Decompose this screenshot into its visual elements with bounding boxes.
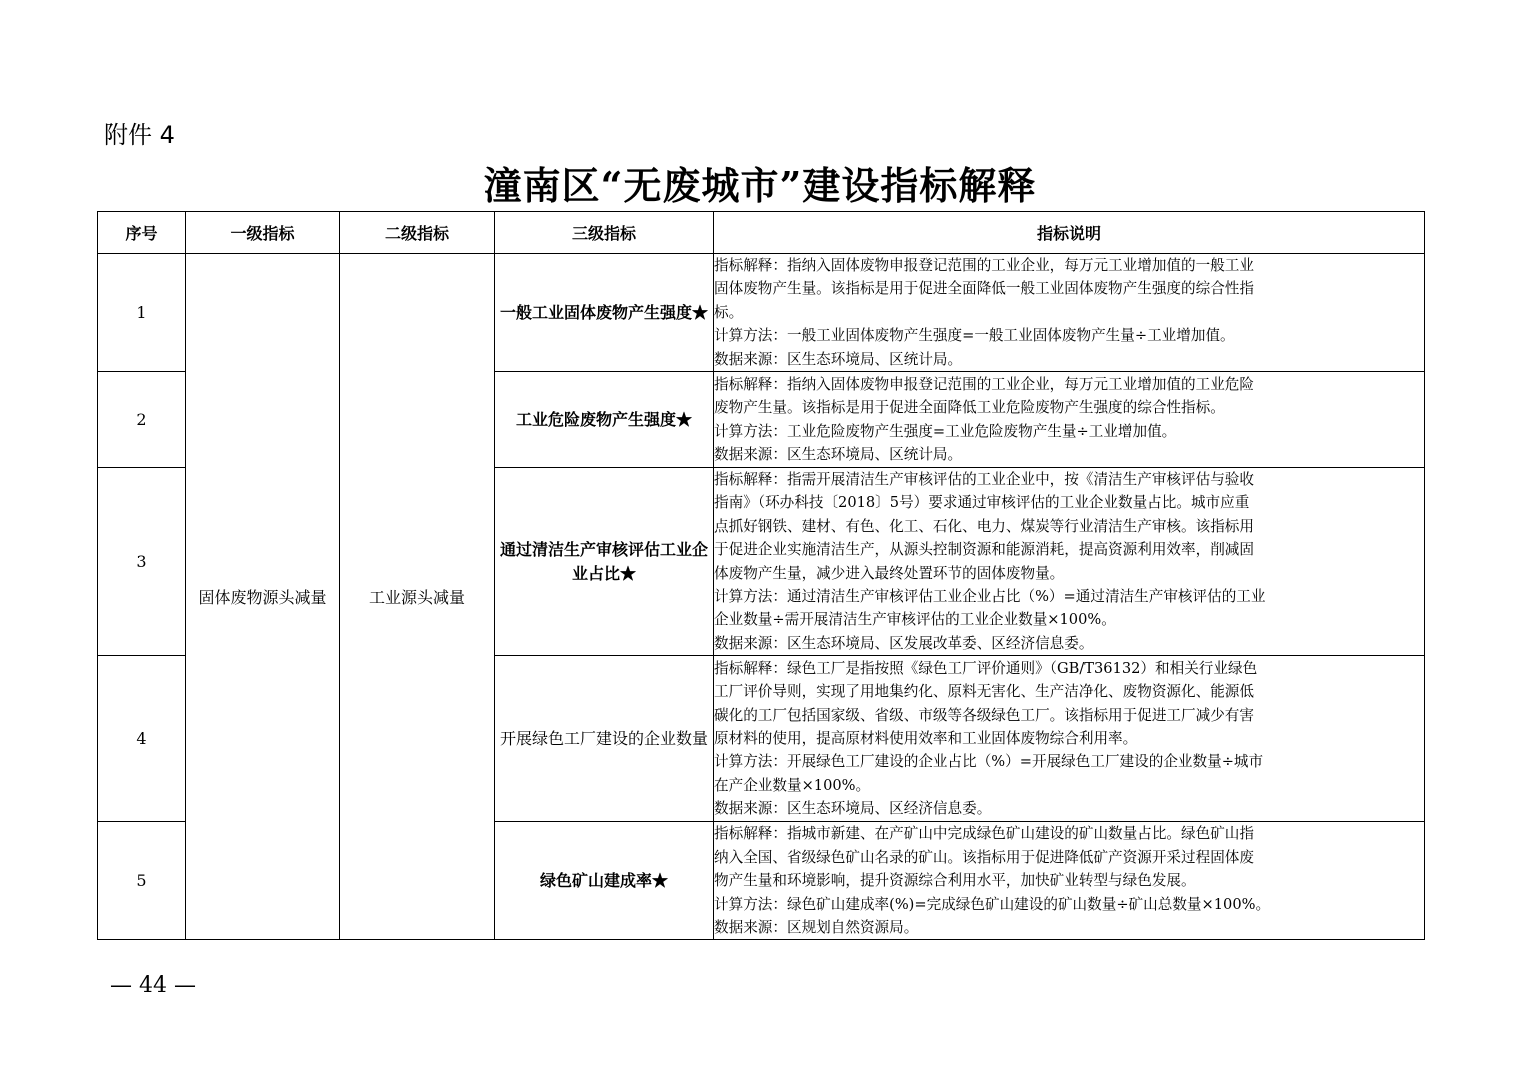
description-line: 数据来源：区生态环境局、区统计局。 — [714, 445, 963, 463]
level3-indicator: 工业危险废物产生强度★ — [495, 372, 714, 468]
description-line: 废物产生量。该指标是用于促进全面降低工业危险废物产生强度的综合性指标。 — [714, 399, 1225, 417]
header-seq: 序号 — [98, 212, 186, 254]
description-line: 指标解释：指纳入固体废物申报登记范围的工业企业，每万元工业增加值的工业危险 — [714, 375, 1254, 393]
description-line: 计算方法：工业危险废物产生强度=工业危险废物产生量÷工业增加值。 — [714, 422, 1177, 440]
description-line: 原材料的使用，提高原材料使用效率和工业固体废物综合利用率。 — [714, 730, 1138, 748]
level3-indicator: 开展绿色工厂建设的企业数量 — [495, 656, 714, 822]
description-line: 数据来源：区生态环境局、区统计局。 — [714, 350, 963, 368]
description-line: 物产生量和环境影响，提升资源综合利用水平，加快矿业转型与绿色发展。 — [714, 872, 1196, 890]
level3-indicator: 绿色矿山建成率★ — [495, 822, 714, 940]
description-line: 标。 — [714, 303, 744, 321]
description-line: 指标解释：绿色工厂是指按照《绿色工厂评价通则》（GB/T36132）和相关行业绿色 — [714, 659, 1258, 677]
indicator-description — [714, 468, 1425, 656]
row-seq: 5 — [98, 822, 186, 940]
description-line: 数据来源：区生态环境局、区经济信息委。 — [714, 800, 992, 818]
indicator-description — [714, 254, 1425, 372]
description-line: 计算方法：一般工业固体废物产生强度=一般工业固体废物产生量÷工业增加值。 — [714, 327, 1235, 345]
description-line: 数据来源：区规划自然资源局。 — [714, 918, 919, 936]
description-line: 碳化的工厂包括国家级、省级、市级等各级绿色工厂。该指标用于促进工厂减少有害 — [714, 706, 1254, 724]
table-row — [98, 254, 1425, 372]
row-seq: 3 — [98, 468, 186, 656]
indicator-description — [714, 822, 1425, 940]
table-body — [98, 254, 1425, 940]
description-line: 体废物产生量，减少进入最终处置环节的固体废物量。 — [714, 564, 1065, 582]
row-seq: 4 — [98, 656, 186, 822]
level3-indicator: 通过清洁生产审核评估工业企业占比★ — [495, 468, 714, 656]
description-line: 指标解释：指纳入固体废物申报登记范围的工业企业，每万元工业增加值的一般工业 — [714, 257, 1254, 274]
description-line: 工厂评价导则，实现了用地集约化、原料无害化、生产洁净化、废物资源化、能源低 — [714, 683, 1254, 701]
header-description: 指标说明 — [714, 212, 1425, 254]
description-line: 指标解释：指需开展清洁生产审核评估的工业企业中，按《清洁生产审核评估与验收 — [714, 471, 1254, 489]
description-line: 在产企业数量×100%。 — [714, 776, 871, 794]
description-line: 数据来源：区生态环境局、区发展改革委、区经济信息委。 — [714, 634, 1094, 652]
document-title: 潼南区“无废城市”建设指标解释 — [483, 163, 1037, 208]
description-line: 固体废物产生量。该指标是用于促进全面降低一般工业固体废物产生强度的综合性指 — [714, 280, 1254, 298]
table-header-row — [98, 212, 1425, 254]
description-line: 计算方法：绿色矿山建成率(%)=完成绿色矿山建设的矿山数量÷矿山总数量×100%。 — [714, 895, 1271, 913]
description-line: 指标解释：指城市新建、在产矿山中完成绿色矿山建设的矿山数量占比。绿色矿山指 — [714, 825, 1254, 843]
row-seq: 2 — [98, 372, 186, 468]
level1-indicator: 固体废物源头减量 — [186, 254, 340, 940]
page-number: — 44 — — [110, 973, 196, 998]
level3-indicator: 一般工业固体废物产生强度★ — [495, 254, 714, 372]
header-level2: 二级指标 — [340, 212, 495, 254]
indicator-description — [714, 372, 1425, 468]
description-line: 纳入全国、省级绿色矿山名录的矿山。该指标用于促进降低矿产资源开采过程固体废 — [714, 848, 1254, 866]
header-level3: 三级指标 — [495, 212, 714, 254]
row-seq: 1 — [98, 254, 186, 372]
level2-indicator: 工业源头减量 — [340, 254, 495, 940]
attachment-label: 附件 4 — [104, 121, 175, 149]
description-line: 指南》（环办科技〔2018〕5号）要求通过审核评估的工业企业数量占比。城市应重 — [714, 494, 1250, 512]
description-line: 企业数量÷需开展清洁生产审核评估的工业企业数量×100%。 — [714, 611, 1116, 629]
header-level1: 一级指标 — [186, 212, 340, 254]
indicator-table — [97, 211, 1425, 940]
description-line: 点抓好钢铁、建材、有色、化工、石化、电力、煤炭等行业清洁生产审核。该指标用 — [714, 517, 1254, 535]
description-line: 计算方法：通过清洁生产审核评估工业企业占比（%）=通过清洁生产审核评估的工业 — [714, 588, 1266, 606]
indicator-description — [714, 656, 1425, 822]
description-line: 计算方法：开展绿色工厂建设的企业占比（%）=开展绿色工厂建设的企业数量÷城市 — [714, 753, 1264, 771]
description-line: 于促进企业实施清洁生产，从源头控制资源和能源消耗，提高资源利用效率，削减固 — [714, 541, 1254, 559]
